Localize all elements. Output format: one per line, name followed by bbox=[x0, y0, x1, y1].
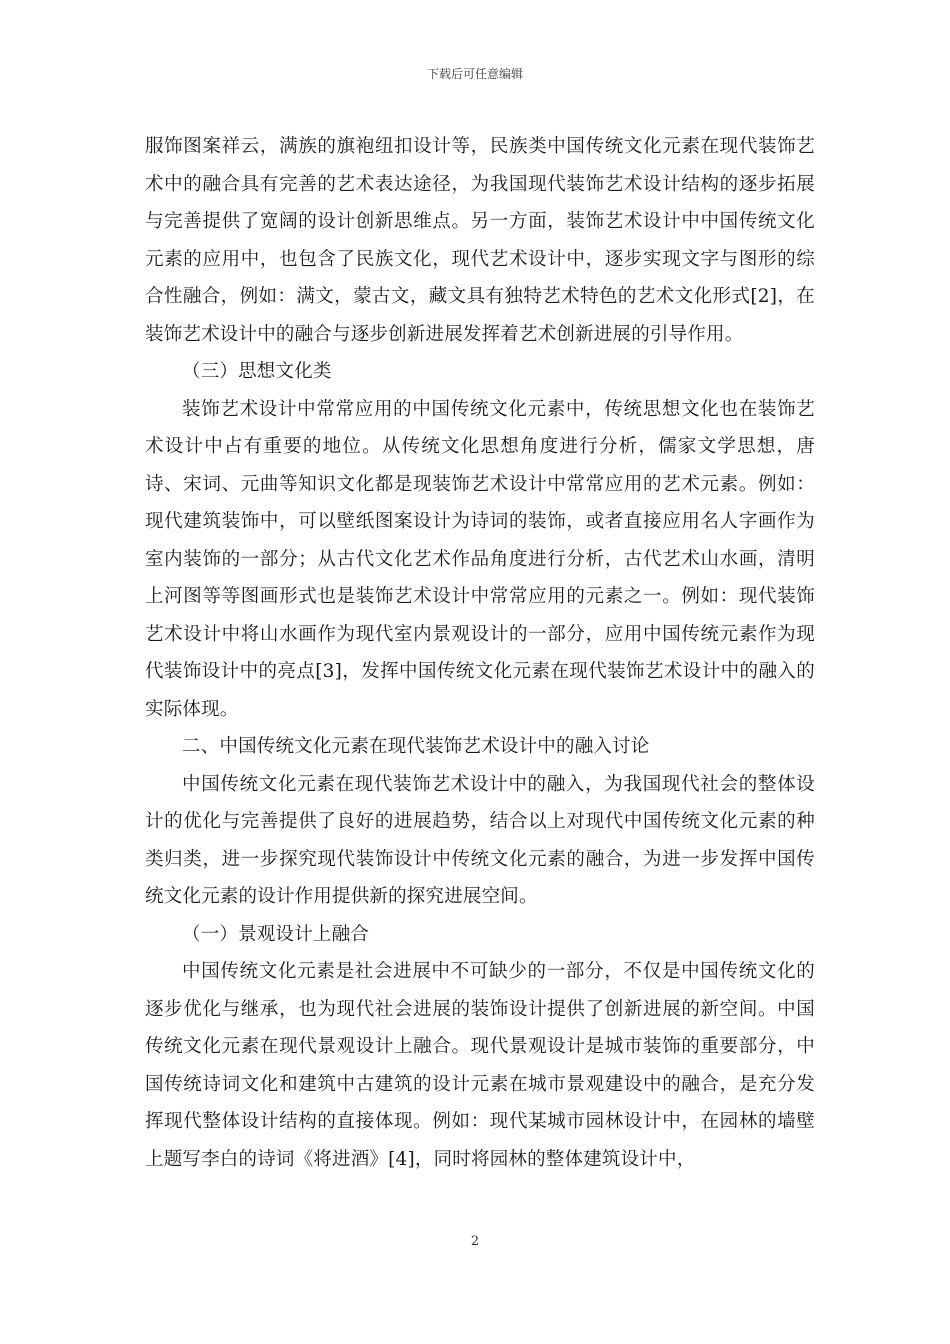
document-body bbox=[145, 128, 815, 1178]
paragraph-integration-intro: 中国传统文化元素在现代装饰艺术设计中的融入，为我国现代社会的整体设计的优化与完善提供了良好的进展趋势，结合以上对现代中国传统文化元素的种类归类，进一步探究现代装饰设计中传统文化元素的融合，为进一步发挥中国传统文化元素的设计作用提供新的探究进展空间。 bbox=[145, 773, 815, 907]
subsection-heading-landscape: （一）景观设计上融合 bbox=[182, 923, 370, 945]
paragraph-thought-culture: 装饰艺术设计中常常应用的中国传统文化元素中，传统思想文化也在装饰艺术设计中占有重要的地位。从传统文化思想角度进行分析，儒家文学思想，唐诗、宋词、元曲等知识文化都是现装饰艺术设计中常常应用的艺术元素。例如：现代建筑装饰中，可以壁纸图案设计为诗词的装饰，或者直接应用名人字画作为室内装饰的一部分；从古代文化艺术作品角度进行分析，古代艺术山水画，清明上河图等等图画形式也是装饰艺术设计中常常应用的元素之一。例如：现代装饰艺术设计中将山水画作为现代室内景观设计的一部分，应用中国传统元素作为现代装饰设计中的亮点[3]，发挥中国传统文化元素在现代装饰艺术设计中的融入的实际体现。 bbox=[145, 398, 815, 720]
paragraph-landscape: 中国传统文化元素是社会进展中不可缺少的一部分，不仅是中国传统文化的逐步优化与继承，也为现代社会进展的装饰设计提供了创新进展的新空间。中国传统文化元素在现代景观设计上融合。现代景观设计是城市装饰的重要部分，中国传统诗词文化和建筑中古建筑的设计元素在城市景观建设中的融合，是充分发挥现代整体设计结构的直接体现。例如：现代某城市园林设计中，在园林的墙壁上题写李白的诗词《将进酒》[4]，同时将园林的整体建筑设计中， bbox=[145, 961, 815, 1170]
paragraph-continuation: 服饰图案祥云，满族的旗袍纽扣设计等，民族类中国传统文化元素在现代装饰艺术中的融合具有完善的艺术表达途径，为我国现代装饰艺术设计结构的逐步拓展与完善提供了宽阔的设计创新思维点。另一方面，装饰艺术设计中中国传统文化元素的应用中，也包含了民族文化，现代艺术设计中，逐步实现文字与图形的综合性融合，例如：满文，蒙古文，藏文具有独特艺术特色的艺术文化形式[2]，在装饰艺术设计中的融合与逐步创新进展发挥着艺术创新进展的引导作用。 bbox=[145, 136, 815, 345]
page-number: 2 bbox=[470, 1234, 480, 1249]
section-heading-integration: 二、中国传统文化元素在现代装饰艺术设计中的融入讨论 bbox=[182, 736, 650, 757]
page-header: 下载后可任意编辑 bbox=[426, 67, 523, 81]
subsection-heading-thought-culture: （三）思想文化类 bbox=[182, 361, 332, 382]
